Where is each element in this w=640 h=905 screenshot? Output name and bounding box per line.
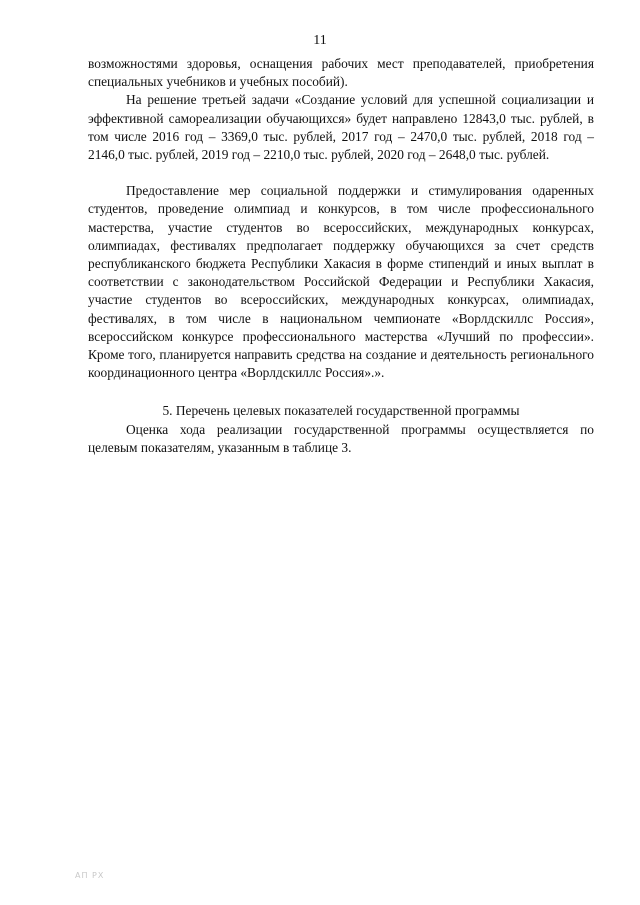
paragraph-continuation: возможностями здоровья, оснащения рабочих мест преподавателей, приобретения специальных учебников и учебных пособий). [88,56,594,90]
paragraph-social-support: Предоставление мер социальной поддержки и стимулирования одаренных студентов, проведение олимпиад и конкурсов, в том числе профессионального мастерства, участие студентов во всероссийских, международных конкурсах, олимпиадах, фестивалях предполагает поддержку обучающихся за счет средств республиканского бюджета Республики Хакасия в форме стипендий и иных выплат в соответствии с законодательством Российской Федерации и Республики Хакасия, участие студентов во всероссийских, международных конкурсах, олимпиадах, фестивалях, в том числе в национальном чемпионате «Ворлдскиллс Россия», всероссийском конкурсе профессионального мастерства «Лучший по профессии». Кроме того, планируется направить средства на создание и деятельность регионального координационного центра «Ворлдскиллс Россия».». [88,183,594,381]
section-heading: 5. Перечень целевых показателей государственной программы [162,403,520,419]
document-body [88,55,594,457]
paragraph-spacer [88,382,594,400]
footer-watermark: АП РХ [75,871,105,880]
paragraph-third-task: На решение третьей задачи «Создание условий для успешной социализации и эффективной самореализации обучающихся» будет направлено 12843,0 тыс. рублей, в том числе 2016 год – 3369,0 тыс. рублей, 2017 год – 2470,0 тыс. рублей, 2018 год – 2146,0 тыс. рублей, 2019 год – 2210,0 тыс. рублей, 2020 год – 2648,0 тыс. рублей. [88,92,594,163]
page-number: 11 [313,33,327,48]
paragraph-spacer [88,164,594,182]
section-text: Оценка хода реализации государственной программы осуществляется по целевым показателям, указанным в таблице 3. [88,421,594,455]
